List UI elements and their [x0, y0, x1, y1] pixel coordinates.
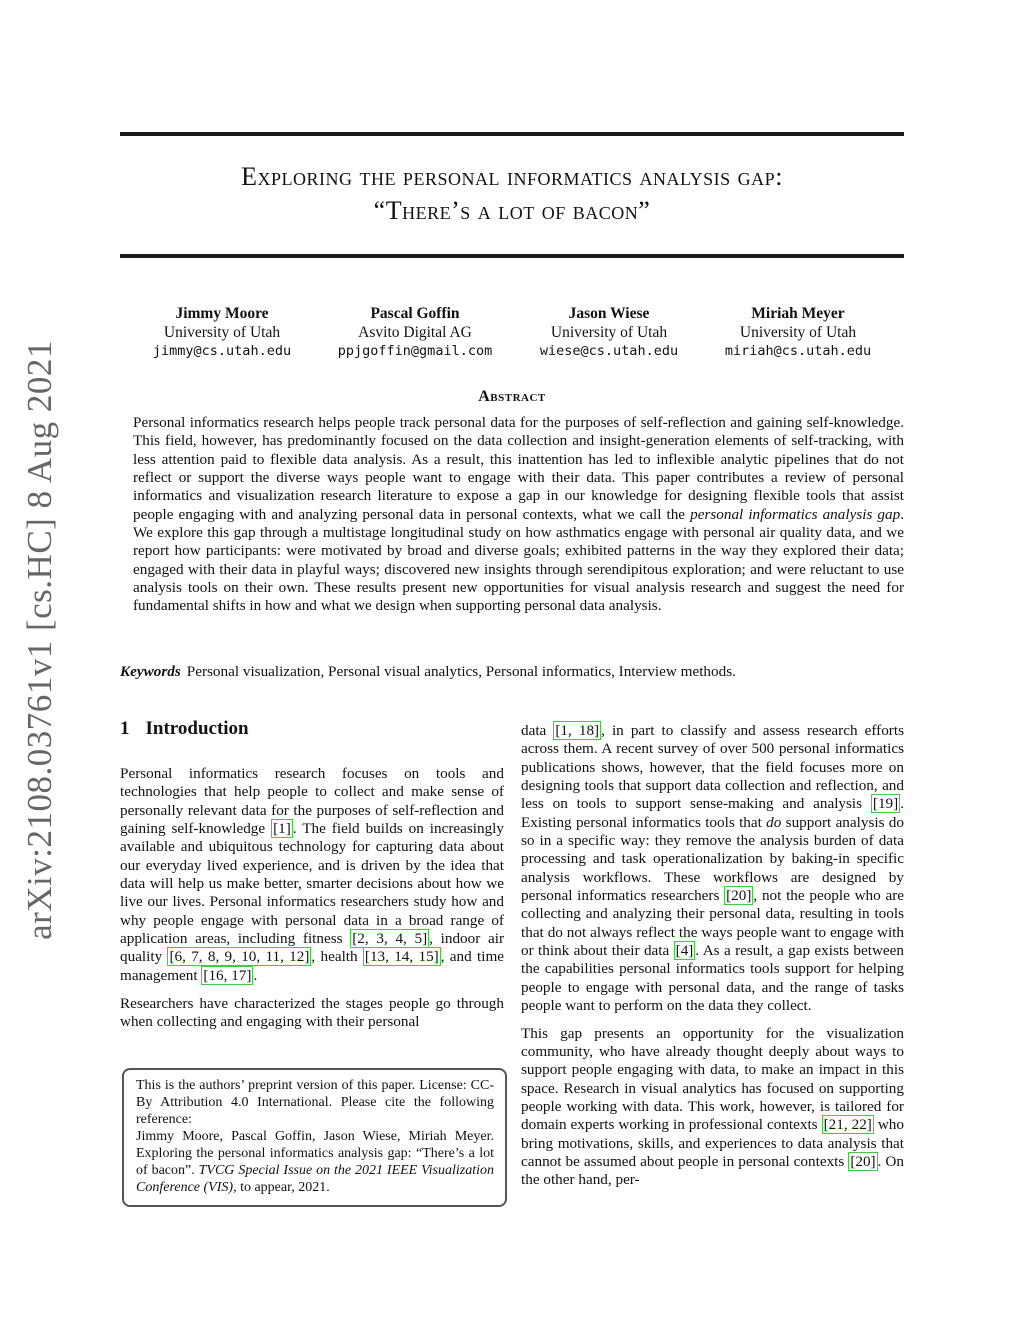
- paragraph: Researchers have characterized the stages people go through when collecting and engaging with their personal: [120, 995, 504, 1031]
- emphasis-text: do: [766, 813, 782, 831]
- license-notice-box: [122, 1068, 507, 1207]
- author-1: [122, 305, 322, 361]
- citation-link[interactable]: [20]: [850, 1152, 876, 1170]
- license-text: This is the authors’ preprint version of this paper. License: CC-By Attribution 4.0 International. Please cite the following reference:: [136, 1078, 494, 1127]
- keywords-text: Personal visualization, Personal visual analytics, Personal informatics, Interview methods.: [186, 663, 736, 680]
- citation-link[interactable]: [2, 3, 4, 5]: [352, 930, 428, 948]
- citation-reference: [136, 1128, 494, 1196]
- title-bottom-rule: [120, 254, 904, 258]
- citation-link[interactable]: [1]: [273, 820, 291, 838]
- body-column-left: [120, 765, 504, 1032]
- paragraph-text: , indoor air quality: [120, 930, 505, 966]
- author-affiliation: University of Utah: [739, 323, 857, 341]
- author-affiliation: University of Utah: [163, 323, 281, 341]
- paragraph-text: , not the people who are collecting and analyzing their personal data, resulting in tools that do not always reflect the ways people want to engage with or think about their data: [521, 887, 905, 960]
- citation-link[interactable]: [1, 18]: [555, 722, 600, 739]
- paragraph-text: Personal informatics research focuses on tools and technologies that help people to collect and make sense of personally relevant data for the purposes of self-reflection and gaining self-knowledge: [120, 765, 504, 838]
- keywords-line: [120, 663, 904, 681]
- citation-link[interactable]: [6, 7, 8, 9, 10, 11, 12]: [169, 948, 310, 966]
- paragraph-text: .: [253, 966, 258, 984]
- paragraph-text: , and time management: [120, 948, 505, 984]
- author-affiliation: Asvito Digital AG: [358, 323, 472, 341]
- citation-link[interactable]: [13, 14, 15]: [364, 948, 439, 966]
- author-name: Jimmy Moore: [175, 305, 269, 322]
- title-line-2: “There’s a lot of bacon”: [373, 196, 651, 225]
- paragraph-text: This gap presents an opportunity for the visualization community, who have already thought deeply about ways to support people engaging with data, to make an impact in this space. Research in visual analytics has focused on supporting people working with data. This work, however, is tailored for domain experts working in professional contexts: [521, 1024, 904, 1134]
- abstract-emphasis: personal informatics analysis gap: [690, 505, 901, 523]
- paragraph-text: . The field builds on increasingly available and ubiquitous technology for capturing data about our everyday lived experience, and is driven by the idea that data will help us make better, smarter decisions about how we live our lives. Personal informatics researchers study how and why people engage with personal data in a broad range of application areas, including fitness: [120, 820, 504, 948]
- reference-text: Jimmy Moore, Pascal Goffin, Jason Wiese, Miriah Meyer. Exploring the personal informatics analysis gap: “There’s a lot of bacon”.: [136, 1129, 494, 1178]
- citation-link[interactable]: [21, 22]: [823, 1116, 872, 1134]
- paragraph-text: , in part to classify and assess research efforts across them. A recent survey of over 500 personal informatics publications shows, however, that the field focuses more on designing tools that support data collection and reflection, and less on tools to support sense-making and analysis: [521, 722, 904, 813]
- section-number: 1: [120, 718, 130, 739]
- keywords-label: Keywords: [120, 663, 181, 680]
- author-name: Miriah Meyer: [751, 305, 845, 322]
- author-name: Jason Wiese: [568, 305, 650, 322]
- author-affiliation: University of Utah: [550, 323, 668, 341]
- paper-title: [120, 160, 904, 228]
- title-top-rule: [120, 132, 904, 136]
- paragraph: [521, 722, 904, 1016]
- author-email[interactable]: ppjgoffin@gmail.com: [337, 343, 493, 359]
- author-email[interactable]: miriah@cs.utah.edu: [724, 343, 872, 359]
- paragraph-text: data: [521, 722, 554, 739]
- section-title: Introduction: [145, 718, 249, 739]
- abstract-heading: Abstract: [478, 388, 546, 405]
- paragraph: [521, 1025, 904, 1190]
- citation-link[interactable]: [20]: [726, 887, 752, 905]
- reference-text: , to appear, 2021.: [233, 1180, 330, 1195]
- paragraph-text: . Existing personal informatics tools that: [521, 795, 904, 831]
- author-4: [698, 305, 898, 361]
- body-column-right: [521, 722, 904, 1190]
- paragraph-text: support analysis do so in a specific way: they remove the analysis burden of data processing and task operationalization by baking-in specific analysis workflows. These workflows are designed by personal informatics researchers: [521, 813, 904, 905]
- title-line-1: Exploring the personal informatics analysis gap:: [241, 162, 783, 191]
- abstract-body: [133, 414, 904, 616]
- section-heading-introduction: [120, 718, 249, 740]
- arxiv-identifier[interactable]: arXiv:2108.03761v1 [cs.HC] 8 Aug 2021: [20, 340, 59, 940]
- paragraph: [120, 765, 504, 985]
- abstract-text: Personal informatics research helps people track personal data for the purposes of self-reflection and gaining self-knowledge. This field, however, has predominantly focused on the data collection and insight-generation elements of self-tracking, with less attention paid to flexible data analysis. As a result, this inattention has led to inflexible analytic pipelines that do not reflect or support the diverse ways people want to engage with their data. This paper contributes a review of personal informatics and visualization research literature to expose a gap in our knowledge for designing flexible tools that assist people engaging with and analyzing personal data in personal contexts, what we call the: [133, 414, 904, 523]
- citation-link[interactable]: [19]: [872, 795, 899, 813]
- reference-venue: TVCG Special Issue on the 2021 IEEE Visualization Conference (VIS): [136, 1163, 495, 1195]
- author-email[interactable]: wiese@cs.utah.edu: [539, 343, 679, 359]
- abstract-text: . We explore this gap through a multistage longitudinal study on how asthmatics engage with personal air quality data, and we report how participants: were motivated by broad and diverse goals; exhibited patterns in the way they explored their data; engaged with their data in playful ways; discovered new insights through serendipitous exploration; and were reluctant to use analysis tools on their own. These results present new opportunities for visual analysis research and suggest the need for fundamental shifts in how and what we design when supporting personal data analysis.: [133, 505, 904, 615]
- paragraph-text: who bring motivations, skills, and experiences to data analysis that cannot be assumed about people in personal contexts: [521, 1116, 904, 1170]
- author-email[interactable]: jimmy@cs.utah.edu: [152, 343, 292, 359]
- paragraph-text: , health: [311, 948, 363, 966]
- citation-link[interactable]: [4]: [675, 942, 694, 960]
- paragraph-text: . On the other hand, per-: [521, 1152, 904, 1189]
- citation-link[interactable]: [16, 17]: [203, 966, 252, 984]
- author-3: [509, 305, 709, 361]
- paragraph-text: . As a result, a gap exists between the capabilities personal informatics tools support for helping people to engage with personal data, and the range of tasks people want to perform on the data they collect.: [521, 942, 904, 1015]
- author-name: Pascal Goffin: [370, 305, 460, 322]
- author-2: [315, 305, 515, 361]
